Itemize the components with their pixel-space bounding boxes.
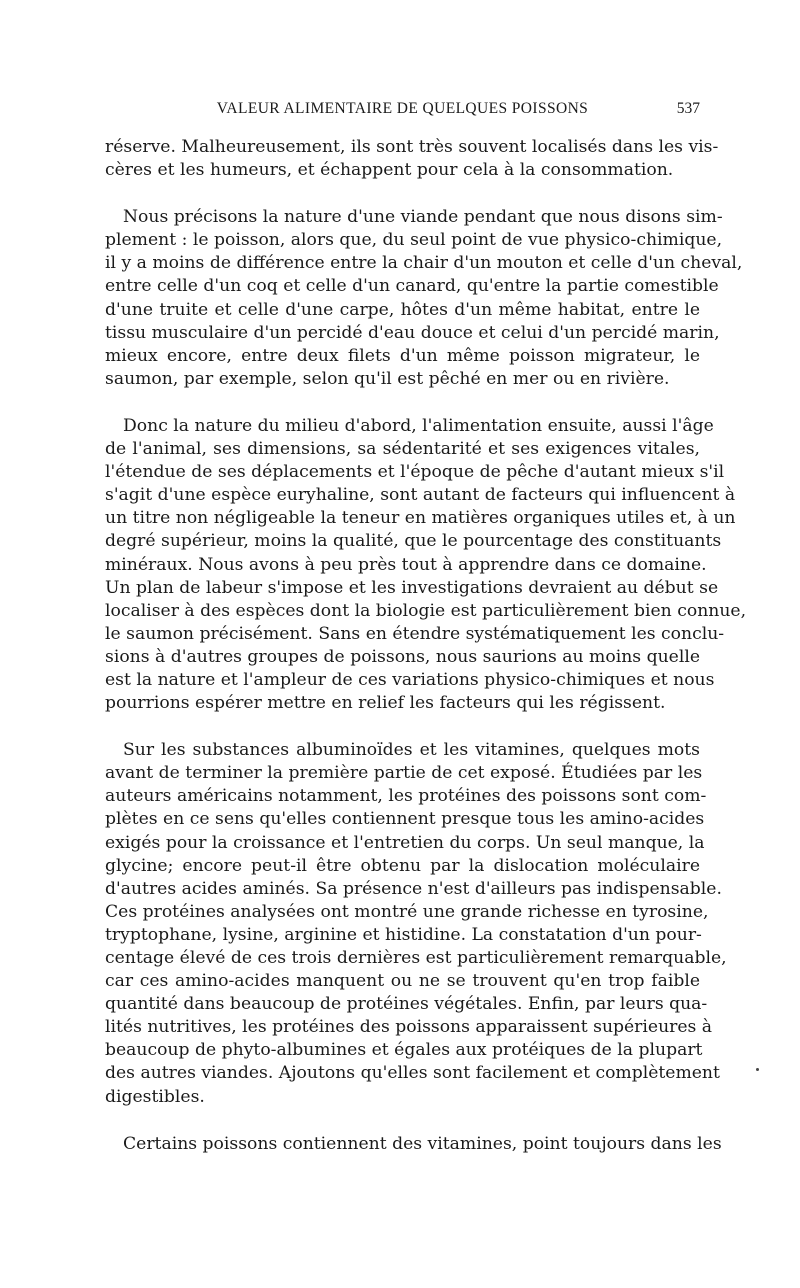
text-line: mieux encore, entre deux filets d'un même poisson migrateur, le xyxy=(105,345,700,366)
text-line: il y a moins de différence entre la chair d'un mouton et celle d'un cheval, xyxy=(105,253,743,274)
text-line: car ces amino-acides manquent ou ne se trouvent qu'en trop faible xyxy=(105,971,700,992)
text-line: tissu musculaire d'un percidé d'eau douce et celui d'un percidé marin, xyxy=(105,322,720,343)
text-line: centage élevé de ces trois dernières est particulièrement remarquable, xyxy=(105,948,727,968)
text-line: avant de terminer la première partie de cet exposé. Étudiées par les xyxy=(105,763,703,784)
text-line: cères et les humeurs, et échappent pour cela à la consommation. xyxy=(105,160,674,181)
text-line: lités nutritives, les protéines des poissons apparaissent supérieures à xyxy=(105,1017,713,1038)
text-line: s'agit d'une espèce euryhaline, sont autant de facteurs qui influencent à xyxy=(105,485,736,506)
text-line: Un plan de labeur s'impose et les investigations devraient au début se xyxy=(105,577,719,598)
paragraph xyxy=(105,206,743,391)
text-line: des autres viandes. Ajoutons qu'elles sont facilement et complètement xyxy=(105,1063,720,1084)
text-line: Certains poissons contiennent des vitamines, point toujours dans les xyxy=(123,1133,722,1154)
text-line: d'autres acides aminés. Sa présence n'est d'ailleurs pas indispensable. xyxy=(105,878,722,899)
text-line: minéraux. Nous avons à peu près tout à apprendre dans ce domaine. xyxy=(105,554,707,575)
text-line: exigés pour la croissance et l'entretien du corps. Un seul manque, la xyxy=(105,832,705,853)
text-line: localiser à des espèces dont la biologie est particulièrement bien connue, xyxy=(105,600,747,621)
text-line: le saumon précisément. Sans en étendre systématiquement les conclu- xyxy=(105,623,725,644)
text-line: glycine; encore peut-il être obtenu par la dislocation moléculaire xyxy=(105,855,700,876)
text-line: Donc la nature du milieu d'abord, l'alimentation ensuite, aussi l'âge xyxy=(123,415,714,436)
text-line: degré supérieur, moins la qualité, que le pourcentage des constituants xyxy=(105,531,722,552)
text-line: est la nature et l'ampleur de ces variations physico-chimiques et nous xyxy=(105,669,715,690)
page-number: 537 xyxy=(676,100,700,117)
text-line: Sur les substances albuminoïdes et les vitamines, quelques mots xyxy=(123,740,700,761)
text-line: plètes en ce sens qu'elles contiennent presque tous les amino-acides xyxy=(105,809,705,830)
text-line: sions à d'autres groupes de poissons, nous saurions au moins quelle xyxy=(105,646,700,667)
paragraph xyxy=(105,739,727,1109)
text-line: un titre non négligeable la teneur en matières organiques utiles et, à un xyxy=(105,508,736,529)
text-line: tryptophane, lysine, arginine et histidine. La constatation d'un pour- xyxy=(105,924,702,945)
text-line: pourrions espérer mettre en relief les facteurs qui les régissent. xyxy=(105,693,666,714)
text-line: d'une truite et celle d'une carpe, hôtes d'un même habitat, entre le xyxy=(105,299,700,320)
text-line: entre celle d'un coq et celle d'un canard, qu'entre la partie comestible xyxy=(105,276,719,297)
paragraph xyxy=(105,136,719,182)
text-line: digestibles. xyxy=(105,1086,205,1107)
text-line: réserve. Malheureusement, ils sont très souvent localisés dans les vis- xyxy=(105,137,719,157)
text-line: saumon, par exemple, selon qu'il est pêché en mer ou en rivière. xyxy=(105,368,670,389)
text-line: auteurs américains notamment, les protéines des poissons sont com- xyxy=(105,786,707,807)
text-line: de l'animal, ses dimensions, sa sédentarité et ses exigences vitales, xyxy=(105,439,700,460)
paragraph xyxy=(105,415,747,715)
text-line: beaucoup de phyto-albumines et égales aux protéiques de la plupart xyxy=(105,1040,703,1061)
text-line: l'étendue de ses déplacements et l'époque de pêche d'autant mieux s'il xyxy=(105,462,725,483)
margin-speck xyxy=(756,1068,759,1071)
running-header xyxy=(105,100,700,124)
text-line: plement : le poisson, alors que, du seul point de vue physico-chimique, xyxy=(105,230,723,251)
running-title: VALEUR ALIMENTAIRE DE QUELQUES POISSONS xyxy=(216,100,589,117)
text-line: Ces protéines analysées ont montré une grande richesse en tyrosine, xyxy=(105,901,709,922)
paragraph xyxy=(105,1133,722,1156)
text-line: Nous précisons la nature d'une viande pendant que nous disons sim- xyxy=(123,207,723,228)
body-text xyxy=(105,136,747,1180)
text-line: quantité dans beaucoup de protéines végétales. Enfin, par leurs qua- xyxy=(105,994,708,1015)
